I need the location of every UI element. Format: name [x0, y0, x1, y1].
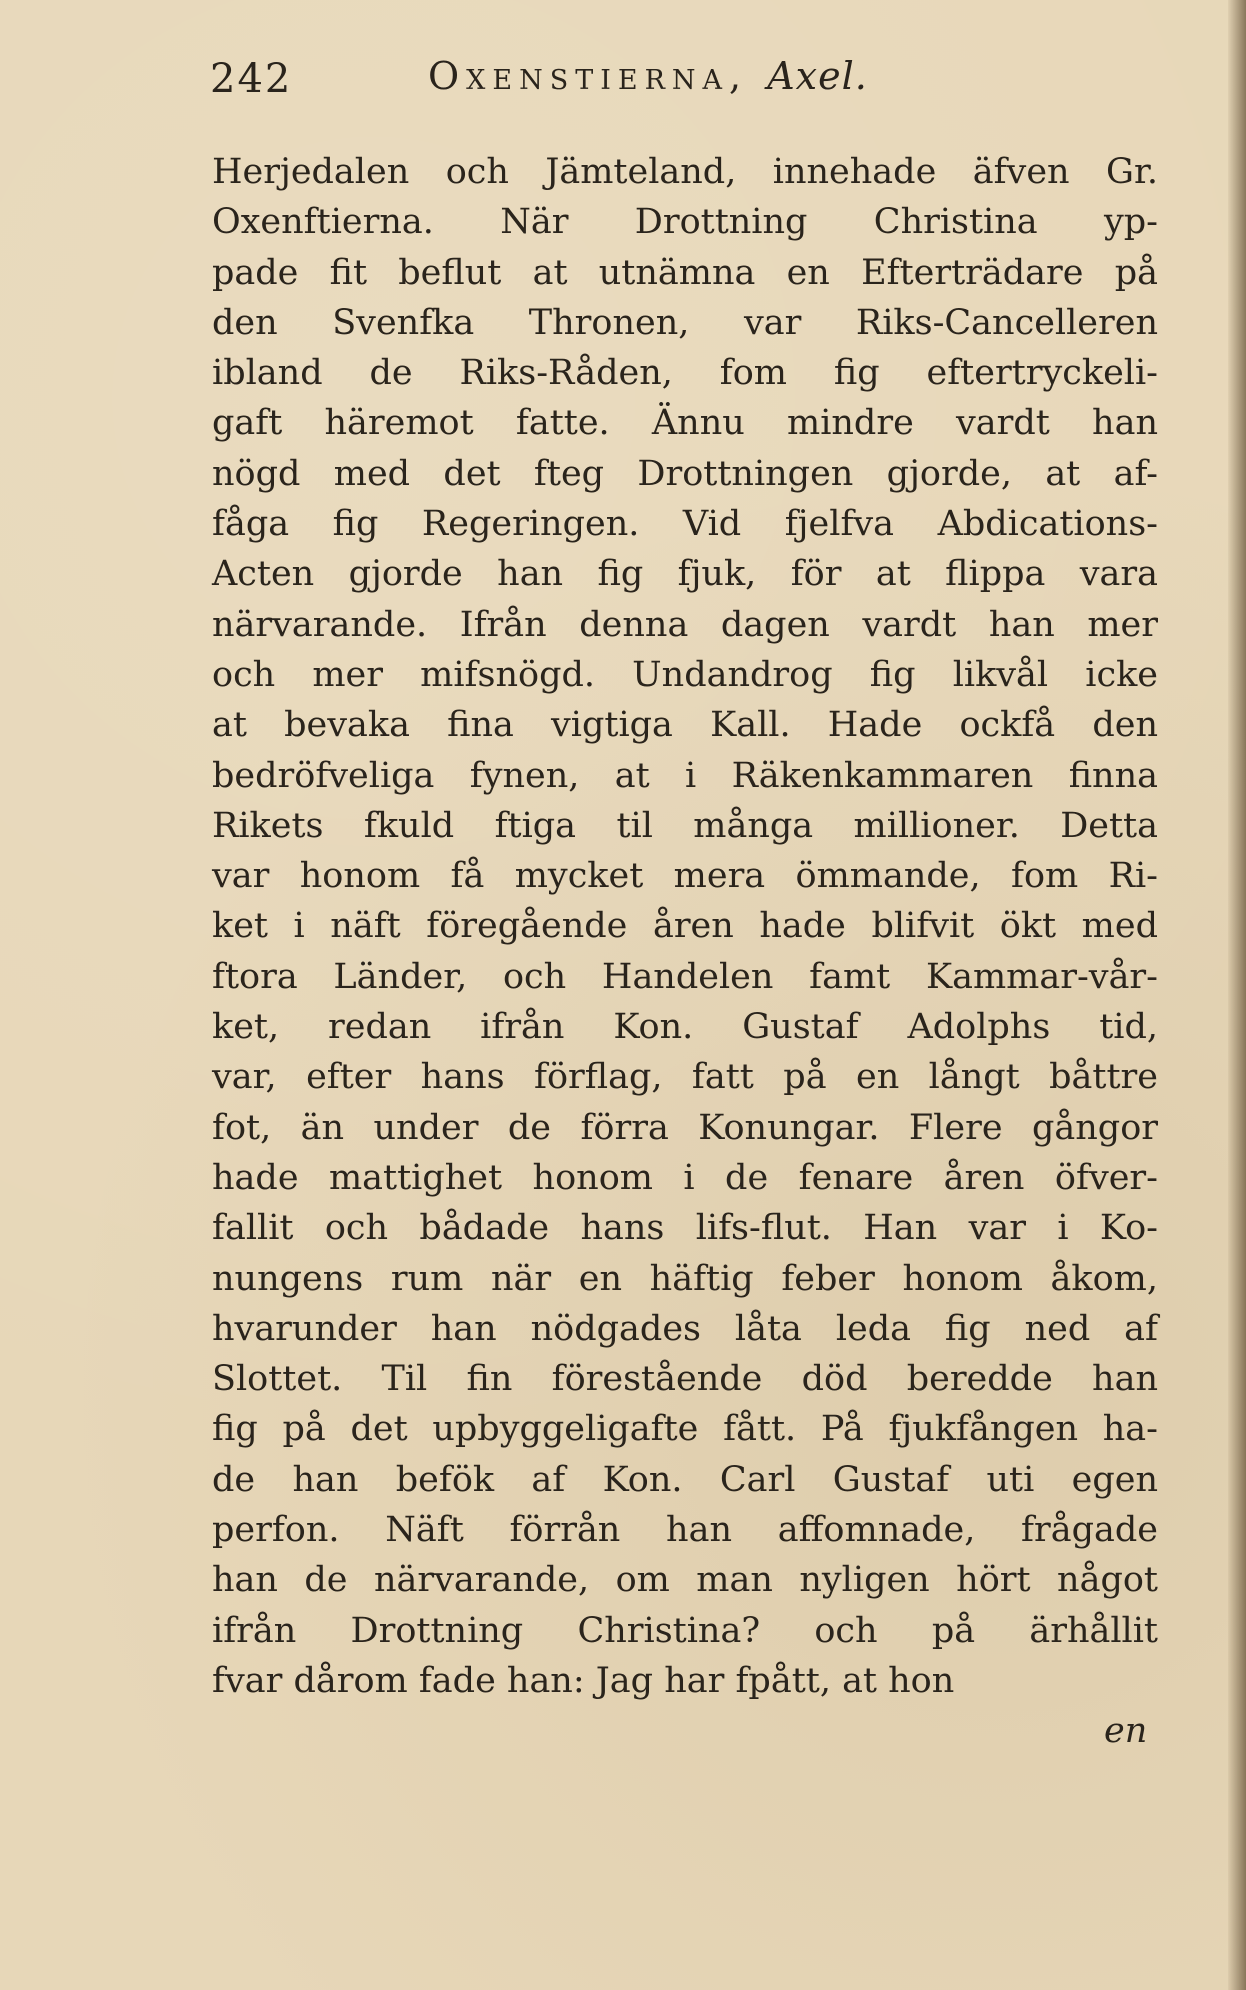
- text-line: perfon. Näft förrån han affomnade, frågade: [212, 1510, 1158, 1551]
- text-line: fot, än under de förra Konungar. Flere gångor: [212, 1107, 1158, 1148]
- running-head-separator: ,: [729, 54, 749, 98]
- text-line: Acten gjorde han fig fjuk, för at flippa vara: [212, 554, 1158, 595]
- page-header: [0, 38, 1246, 118]
- text-line: at bevaka fina vigtiga Kall. Hade ockfå den: [212, 705, 1158, 746]
- page-number: 242: [210, 56, 293, 102]
- text-line: närvarande. Ifrån denna dagen vardt han mer: [212, 604, 1158, 645]
- text-line: Oxenftierna. När Drottning Christina yp-: [212, 202, 1158, 243]
- text-line: Rikets fkuld ftiga til många millioner. Detta: [212, 805, 1158, 846]
- text-line: ket i näft föregående åren hade blifvit ökt med: [212, 906, 1158, 947]
- text-line: var, efter hans förflag, fatt på en långt båttre: [212, 1057, 1158, 1098]
- text-line: nögd med det fteg Drottningen gjorde, at af-: [212, 453, 1158, 494]
- text-line: de han befök af Kon. Carl Gustaf uti egen: [212, 1459, 1158, 1500]
- text-line: Slottet. Til fin förestående död beredde han: [212, 1359, 1158, 1400]
- page-spine-shadow: [1228, 0, 1246, 1990]
- text-line: den Svenfka Thronen, var Riks-Cancelleren: [212, 302, 1158, 343]
- text-line: gaft häremot fatte. Ännu mindre vardt han: [212, 403, 1158, 444]
- body-text: [212, 147, 1158, 1706]
- running-head: [428, 54, 868, 98]
- text-line: fig på det upbyggeligafte fått. På fjukfången ha-: [212, 1409, 1158, 1450]
- text-line: Herjedalen och Jämteland, innehade äfven Gr.: [212, 152, 1158, 192]
- text-line: var honom få mycket mera ömmande, fom Ri-: [212, 856, 1158, 897]
- text-line: ket, redan ifrån Kon. Gustaf Adolphs tid,: [212, 1007, 1158, 1048]
- text-line: ftora Länder, och Handelen famt Kammar-vår-: [212, 956, 1158, 997]
- text-line: hvarunder han nödgades låta leda fig ned af: [212, 1308, 1158, 1349]
- text-line: hade mattighet honom i de fenare åren öfver-: [212, 1157, 1158, 1198]
- catchword: en: [1104, 1711, 1148, 1751]
- text-line: och mer mifsnögd. Undandrog fig likvål icke: [212, 654, 1158, 695]
- text-line: nungens rum när en häftig feber honom åkom,: [212, 1258, 1158, 1299]
- text-line: ibland de Riks-Råden, fom fig eftertryckeli-: [212, 353, 1158, 394]
- text-line: fallit och bådade hans lifs-flut. Han var i Ko-: [212, 1208, 1158, 1249]
- text-line: pade fit beflut at utnämna en Efterträdare på: [212, 252, 1158, 293]
- running-head-surname: Oxenstierna: [428, 54, 730, 98]
- text-line: ifrån Drottning Christina? och på ärhållit: [212, 1610, 1158, 1651]
- text-line: fvar dårom fade han: Jag har fpått, at hon: [212, 1660, 955, 1701]
- text-line: fåga fig Regeringen. Vid fjelfva Abdications-: [212, 504, 1158, 545]
- text-line: han de närvarande, om man nyligen hört något: [212, 1560, 1158, 1601]
- running-head-firstname: Axel.: [767, 54, 868, 98]
- text-line: bedröfveliga fynen, at i Räkenkammaren finna: [212, 755, 1158, 796]
